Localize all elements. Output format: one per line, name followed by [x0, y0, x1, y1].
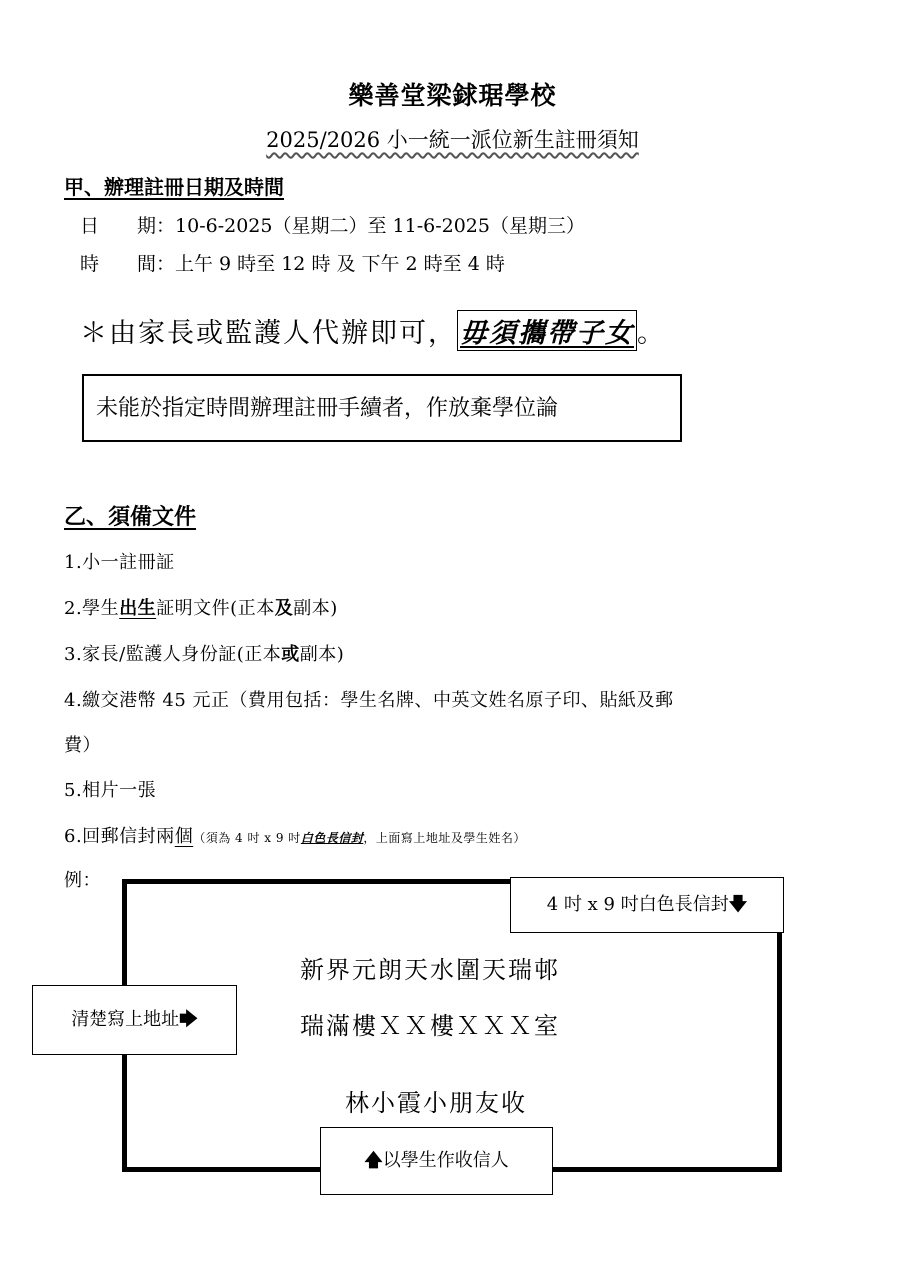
page-subtitle	[0, 124, 905, 154]
doc-item-2-a: 2.學生	[64, 598, 120, 619]
doc-item-3-c: 副本)	[299, 644, 345, 665]
doc-item-6	[64, 822, 526, 848]
subtitle-text: 2025/2026 小一統一派位新生註冊須知	[266, 128, 639, 152]
doc-item-2-b: 出生	[119, 598, 157, 619]
doc-item-6-a: 6.回郵信封兩	[64, 826, 175, 847]
envelope-size-label: 4 吋 x 9 吋白色長信封	[546, 894, 729, 915]
recipient-name: 林小霞小朋友收	[345, 1089, 527, 1117]
address-line-1: 新界元朗天水圍天瑞邨	[300, 956, 560, 984]
time-label: 時 間：	[80, 253, 176, 275]
envelope-size-callout	[510, 877, 784, 933]
doc-item-6-e: ，上面寫上地址及學生姓名）	[363, 831, 526, 845]
doc-item-3-a: 3.家長/監護人身份証(正本	[64, 644, 282, 665]
notice-line	[80, 310, 666, 351]
doc-item-6-c: （須為 4 吋 x 9 吋	[193, 831, 301, 845]
doc-item-4-line1: 4.繳交港幣 45 元正（費用包括：學生名牌、中英文姓名原子印、貼紙及郵	[64, 690, 674, 711]
doc-item-6-b: 個	[174, 826, 194, 847]
date-row	[80, 211, 585, 238]
date-value: 10-6-2025（星期二）至 11-6-2025（星期三）	[175, 215, 585, 237]
doc-item-5: 5.相片一張	[64, 780, 157, 801]
doc-item-4-line2: 費）	[64, 735, 101, 756]
doc-item-2-c: 証明文件(正本	[156, 598, 275, 619]
arrow-down-icon: 🡇	[728, 894, 748, 915]
section-a-heading: 甲、辦理註冊日期及時間	[64, 175, 284, 199]
example-label: 例：	[64, 870, 101, 891]
warning-box: 未能於指定時間辦理註冊手續者，作放棄學位論	[82, 374, 682, 442]
doc-item-2	[64, 594, 338, 620]
doc-item-6-d: 白色長信封	[300, 831, 364, 845]
address-hint-label: 清楚寫上地址	[71, 1009, 180, 1030]
time-row	[80, 249, 505, 276]
doc-item-3-b: 或	[281, 644, 300, 665]
doc-item-3	[64, 640, 344, 666]
arrow-right-icon: 🡆	[179, 1009, 198, 1030]
notice-prefix: ＊由家長或監護人代辦即可，	[80, 318, 457, 349]
school-title: 樂善堂梁銶琚學校	[348, 81, 557, 110]
recipient-hint-callout	[320, 1127, 553, 1195]
doc-item-2-e: 副本)	[293, 598, 338, 619]
doc-item-1: 1.小一註冊証	[64, 552, 175, 573]
date-label: 日 期：	[80, 215, 176, 237]
notice-suffix: 。	[637, 318, 666, 349]
doc-item-2-d: 及	[274, 598, 294, 619]
address-hint-callout	[32, 985, 237, 1055]
recipient-hint-label: 以學生作收信人	[382, 1150, 509, 1171]
section-b-heading: 乙、須備文件	[64, 504, 197, 530]
arrow-up-icon: 🡅	[364, 1150, 383, 1171]
time-value: 上午 9 時至 12 時 及 下午 2 時至 4 時	[175, 253, 505, 275]
address-line-2: 瑞滿樓ＸＸ樓ＸＸＸ室	[300, 1012, 560, 1040]
notice-emphasis: 毋須攜帶子女	[457, 310, 637, 351]
